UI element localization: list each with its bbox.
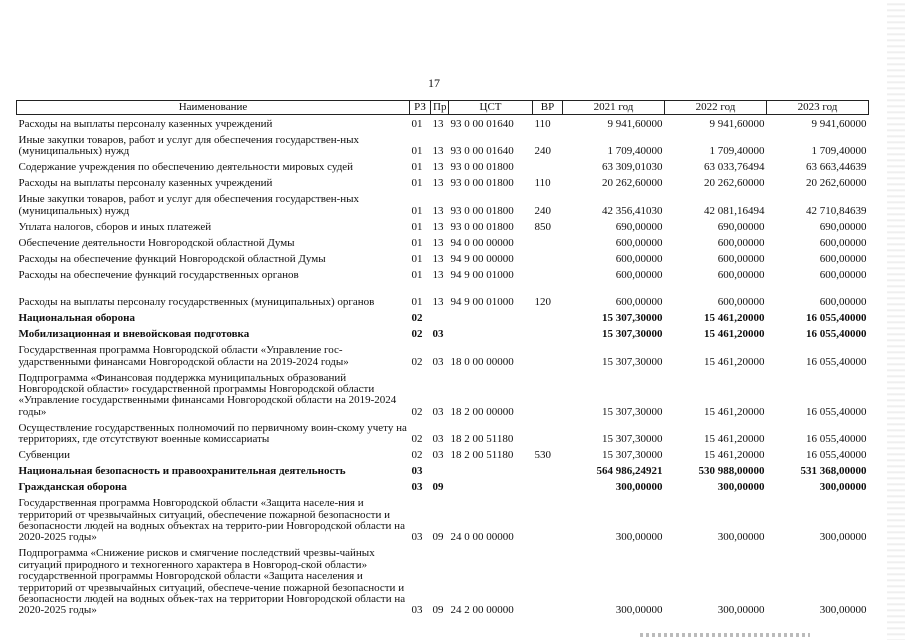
row-value-2021: 600,00000 xyxy=(615,268,663,281)
row-value-2023: 1 709,40000 xyxy=(811,145,867,158)
row-value-2023: 16 055,40000 xyxy=(806,433,867,446)
row-pr: 13 xyxy=(432,118,444,131)
row-vr xyxy=(533,265,563,281)
row-name: Подпрограмма «Снижение рисков и смягчение последствий чрезвы-чайных ситуаций природного и техногенного характера в Новгород-ской области» государственной программы Новгородской области «Защита населения и территорий от чрезвычайных ситуаций, обеспече-чение пожарной безопасности и безопасности людей на водных объек-тах на территории Новгородской области на 2020-2025 годы» xyxy=(18,547,406,617)
row-value-2022: 9 941,60000 xyxy=(709,118,765,131)
row-value-2023: 300,00000 xyxy=(819,604,867,617)
row-cst: 18 2 00 00000 xyxy=(450,405,514,418)
row-cst: 24 0 00 00000 xyxy=(450,531,514,544)
row-cst: 24 2 00 00000 xyxy=(450,604,514,617)
row-vr xyxy=(533,341,563,368)
row-name: Уплата налогов, сборов и иных платежей xyxy=(18,220,212,233)
row-pr: 03 xyxy=(432,433,444,446)
header-2022: 2022 год xyxy=(665,101,767,115)
row-name: Расходы на выплаты персоналу государственных (муниципальных) органов xyxy=(18,296,375,309)
row-value-2021: 300,00000 xyxy=(615,531,663,544)
row-rz: 02 xyxy=(411,405,423,418)
row-name: Субвенции xyxy=(18,449,71,462)
row-value-2021: 300,00000 xyxy=(615,604,663,617)
row-name: Государственная программа Новгородской области «Управление гос-ударственными финансами Новгородской области на 2019-2024 годы» xyxy=(18,344,349,368)
row-name: Подпрограмма «Финансовая поддержка муниципальных образований Новгородской области» государственной программы Новгородской области «Управление государственными финансами Новгородской области на 2019-2024 годы» xyxy=(18,371,397,418)
row-rz: 03 xyxy=(411,604,423,617)
row-vr xyxy=(533,368,563,418)
header-pr: Пр xyxy=(431,101,449,115)
row-vr xyxy=(533,494,563,544)
row-rz: 03 xyxy=(411,531,423,544)
row-cst: 94 0 00 00000 xyxy=(450,236,514,249)
row-rz: 02 xyxy=(411,449,423,462)
row-value-2021: 15 307,30000 xyxy=(602,355,663,368)
row-rz: 02 xyxy=(411,312,423,325)
row-pr: 09 xyxy=(432,604,444,617)
row-value-2022: 15 461,20000 xyxy=(704,328,765,341)
row-rz: 01 xyxy=(411,220,423,233)
row-name: Расходы на выплаты персоналу казенных учреждений xyxy=(18,177,273,190)
page-number: 17 xyxy=(428,76,440,90)
row-vr xyxy=(533,544,563,617)
row-value-2023: 16 055,40000 xyxy=(806,355,867,368)
row-cst: 94 9 00 01000 xyxy=(450,268,514,281)
row-value-2023: 16 055,40000 xyxy=(806,449,867,462)
row-rz: 01 xyxy=(411,161,423,174)
row-value-2022: 600,00000 xyxy=(717,268,765,281)
row-pr: 13 xyxy=(432,220,444,233)
row-cst: 18 0 00 00000 xyxy=(450,355,514,368)
row-value-2023: 300,00000 xyxy=(819,481,867,494)
row-rz: 02 xyxy=(411,328,423,341)
row-vr xyxy=(533,249,563,265)
table-row xyxy=(17,158,869,174)
row-value-2021: 63 309,01030 xyxy=(602,161,663,174)
row-value-2023: 600,00000 xyxy=(819,252,867,265)
header-2023: 2023 год xyxy=(767,101,869,115)
row-value-2021: 15 307,30000 xyxy=(602,405,663,418)
row-value-2023: 20 262,60000 xyxy=(806,177,867,190)
row-vr: 530 xyxy=(534,449,551,462)
table-row xyxy=(17,341,869,368)
table-row xyxy=(17,494,869,544)
row-name: Иные закупки товаров, работ и услуг для обеспечения государствен-ных (муниципальных) нужд xyxy=(18,134,360,158)
row-value-2022: 300,00000 xyxy=(717,604,765,617)
row-rz: 01 xyxy=(411,118,423,131)
row-cst: 94 9 00 00000 xyxy=(450,252,514,265)
row-rz: 03 xyxy=(411,481,423,494)
row-vr xyxy=(533,309,563,325)
row-rz: 01 xyxy=(411,296,423,309)
row-pr: 09 xyxy=(432,531,444,544)
row-value-2022: 1 709,40000 xyxy=(709,145,765,158)
row-vr xyxy=(533,478,563,494)
row-value-2023: 690,00000 xyxy=(819,220,867,233)
table-row xyxy=(17,368,869,418)
row-pr: 03 xyxy=(432,405,444,418)
row-pr: 09 xyxy=(432,481,444,494)
row-value-2021: 9 941,60000 xyxy=(607,118,663,131)
row-value-2022: 690,00000 xyxy=(717,220,765,233)
row-vr xyxy=(533,418,563,445)
row-rz: 01 xyxy=(411,236,423,249)
row-cst xyxy=(449,325,533,341)
table-row xyxy=(17,174,869,190)
row-value-2023: 531 368,00000 xyxy=(800,465,867,478)
row-pr xyxy=(431,309,449,325)
header-2021: 2021 год xyxy=(563,101,665,115)
row-value-2022: 15 461,20000 xyxy=(704,312,765,325)
row-pr: 03 xyxy=(432,449,444,462)
row-cst xyxy=(449,462,533,478)
row-value-2021: 600,00000 xyxy=(615,252,663,265)
table-row xyxy=(17,462,869,478)
row-value-2021: 15 307,30000 xyxy=(602,312,663,325)
row-cst: 94 9 00 01000 xyxy=(450,296,514,309)
row-rz: 01 xyxy=(411,145,423,158)
row-value-2023: 600,00000 xyxy=(819,268,867,281)
row-value-2022: 15 461,20000 xyxy=(704,433,765,446)
table-row xyxy=(17,325,869,341)
row-value-2022: 600,00000 xyxy=(717,252,765,265)
row-value-2022: 15 461,20000 xyxy=(704,405,765,418)
row-pr: 13 xyxy=(432,236,444,249)
table-row xyxy=(17,309,869,325)
row-value-2021: 42 356,41030 xyxy=(602,204,663,217)
row-vr: 240 xyxy=(534,145,551,158)
row-value-2023: 16 055,40000 xyxy=(806,328,867,341)
row-vr xyxy=(533,158,563,174)
row-rz: 02 xyxy=(411,355,423,368)
row-pr: 13 xyxy=(432,177,444,190)
table-row xyxy=(17,281,869,308)
row-rz: 02 xyxy=(411,433,423,446)
row-value-2022: 63 033,76494 xyxy=(704,161,765,174)
budget-table xyxy=(16,100,869,617)
row-vr: 240 xyxy=(534,204,551,217)
row-pr: 03 xyxy=(432,328,444,341)
row-name: Обеспечение деятельности Новгородской областной Думы xyxy=(18,236,295,249)
row-value-2022: 20 262,60000 xyxy=(704,177,765,190)
table-row xyxy=(17,249,869,265)
scan-artifact xyxy=(640,633,810,637)
row-vr: 110 xyxy=(534,118,551,131)
header-name: Наименование xyxy=(17,101,410,115)
row-pr: 13 xyxy=(432,161,444,174)
row-rz: 01 xyxy=(411,268,423,281)
row-vr xyxy=(533,462,563,478)
row-name: Расходы на обеспечение функций Новгородской областной Думы xyxy=(18,252,326,265)
row-name: Национальная безопасность и правоохранительная деятельность xyxy=(18,465,346,478)
row-value-2022: 300,00000 xyxy=(717,531,765,544)
row-value-2022: 300,00000 xyxy=(717,481,765,494)
row-cst: 93 0 00 01800 xyxy=(450,161,514,174)
row-name: Содержание учреждения по обеспечению деятельности мировых судей xyxy=(18,161,354,174)
row-value-2021: 600,00000 xyxy=(615,296,663,309)
row-name: Расходы на обеспечение функций государственных органов xyxy=(18,268,299,281)
row-vr xyxy=(533,325,563,341)
row-pr: 13 xyxy=(432,252,444,265)
row-vr: 120 xyxy=(534,296,551,309)
row-value-2021: 15 307,30000 xyxy=(602,433,663,446)
row-name: Иные закупки товаров, работ и услуг для обеспечения государствен-ных (муниципальных) нужд xyxy=(18,193,360,217)
row-value-2023: 16 055,40000 xyxy=(806,405,867,418)
row-pr: 13 xyxy=(432,296,444,309)
row-cst: 93 0 00 01800 xyxy=(450,204,514,217)
table-header-row xyxy=(17,101,869,115)
table-row xyxy=(17,115,869,131)
row-value-2021: 600,00000 xyxy=(615,236,663,249)
row-name: Национальная оборона xyxy=(18,312,136,325)
row-cst xyxy=(449,478,533,494)
row-value-2023: 63 663,44639 xyxy=(806,161,867,174)
row-name: Государственная программа Новгородской области «Защита населе-ния и территорий от чрезвычайных ситуаций, обеспечение пожарной безопасности и безопасности людей на водных объектах на террито-рии Новгородской области на 2020-2025 годы» xyxy=(18,497,405,544)
row-name: Гражданская оборона xyxy=(18,481,127,494)
row-rz: 01 xyxy=(411,177,423,190)
row-value-2023: 16 055,40000 xyxy=(806,312,867,325)
header-cst: ЦСТ xyxy=(449,101,533,115)
row-cst: 93 0 00 01640 xyxy=(450,145,514,158)
header-vr: ВР xyxy=(533,101,563,115)
row-cst: 93 0 00 01640 xyxy=(450,118,514,131)
row-value-2022: 600,00000 xyxy=(717,236,765,249)
table-row xyxy=(17,233,869,249)
row-value-2022: 600,00000 xyxy=(717,296,765,309)
table-row xyxy=(17,478,869,494)
row-name: Мобилизационная и вневойсковая подготовка xyxy=(18,328,250,341)
row-cst: 93 0 00 01800 xyxy=(450,220,514,233)
row-value-2023: 42 710,84639 xyxy=(806,204,867,217)
row-name: Осуществление государственных полномочий по первичному воин-скому учету на территориях, где отсутствуют военные комиссариаты xyxy=(18,421,407,446)
row-value-2021: 15 307,30000 xyxy=(602,449,663,462)
row-value-2022: 42 081,16494 xyxy=(704,204,765,217)
row-pr: 13 xyxy=(432,268,444,281)
table-row xyxy=(17,544,869,617)
row-value-2021: 690,00000 xyxy=(615,220,663,233)
row-value-2023: 600,00000 xyxy=(819,236,867,249)
row-pr: 13 xyxy=(432,204,444,217)
row-pr xyxy=(431,462,449,478)
row-vr xyxy=(533,233,563,249)
row-name: Расходы на выплаты персоналу казенных учреждений xyxy=(18,118,273,131)
table-row xyxy=(17,190,869,217)
row-vr: 850 xyxy=(534,220,551,233)
row-pr: 03 xyxy=(432,355,444,368)
row-value-2021: 564 986,24921 xyxy=(596,465,663,478)
row-value-2021: 1 709,40000 xyxy=(607,145,663,158)
row-pr: 13 xyxy=(432,145,444,158)
row-rz: 01 xyxy=(411,204,423,217)
scan-edge-noise xyxy=(887,0,905,640)
table-row xyxy=(17,265,869,281)
row-rz: 03 xyxy=(411,465,423,478)
row-value-2021: 20 262,60000 xyxy=(602,177,663,190)
row-cst: 93 0 00 01800 xyxy=(450,177,514,190)
row-value-2023: 9 941,60000 xyxy=(811,118,867,131)
row-value-2022: 15 461,20000 xyxy=(704,355,765,368)
row-value-2021: 15 307,30000 xyxy=(602,328,663,341)
row-value-2023: 300,00000 xyxy=(819,531,867,544)
row-value-2022: 530 988,00000 xyxy=(698,465,765,478)
table-row xyxy=(17,446,869,462)
row-value-2023: 600,00000 xyxy=(819,296,867,309)
table-row xyxy=(17,418,869,445)
header-rz: РЗ xyxy=(410,101,431,115)
row-cst xyxy=(449,309,533,325)
table-row xyxy=(17,217,869,233)
row-vr: 110 xyxy=(534,177,551,190)
row-value-2022: 15 461,20000 xyxy=(704,449,765,462)
row-cst: 18 2 00 51180 xyxy=(450,449,514,462)
row-rz: 01 xyxy=(411,252,423,265)
row-value-2021: 300,00000 xyxy=(615,481,663,494)
row-cst: 18 2 00 51180 xyxy=(450,433,514,446)
table-row xyxy=(17,131,869,158)
